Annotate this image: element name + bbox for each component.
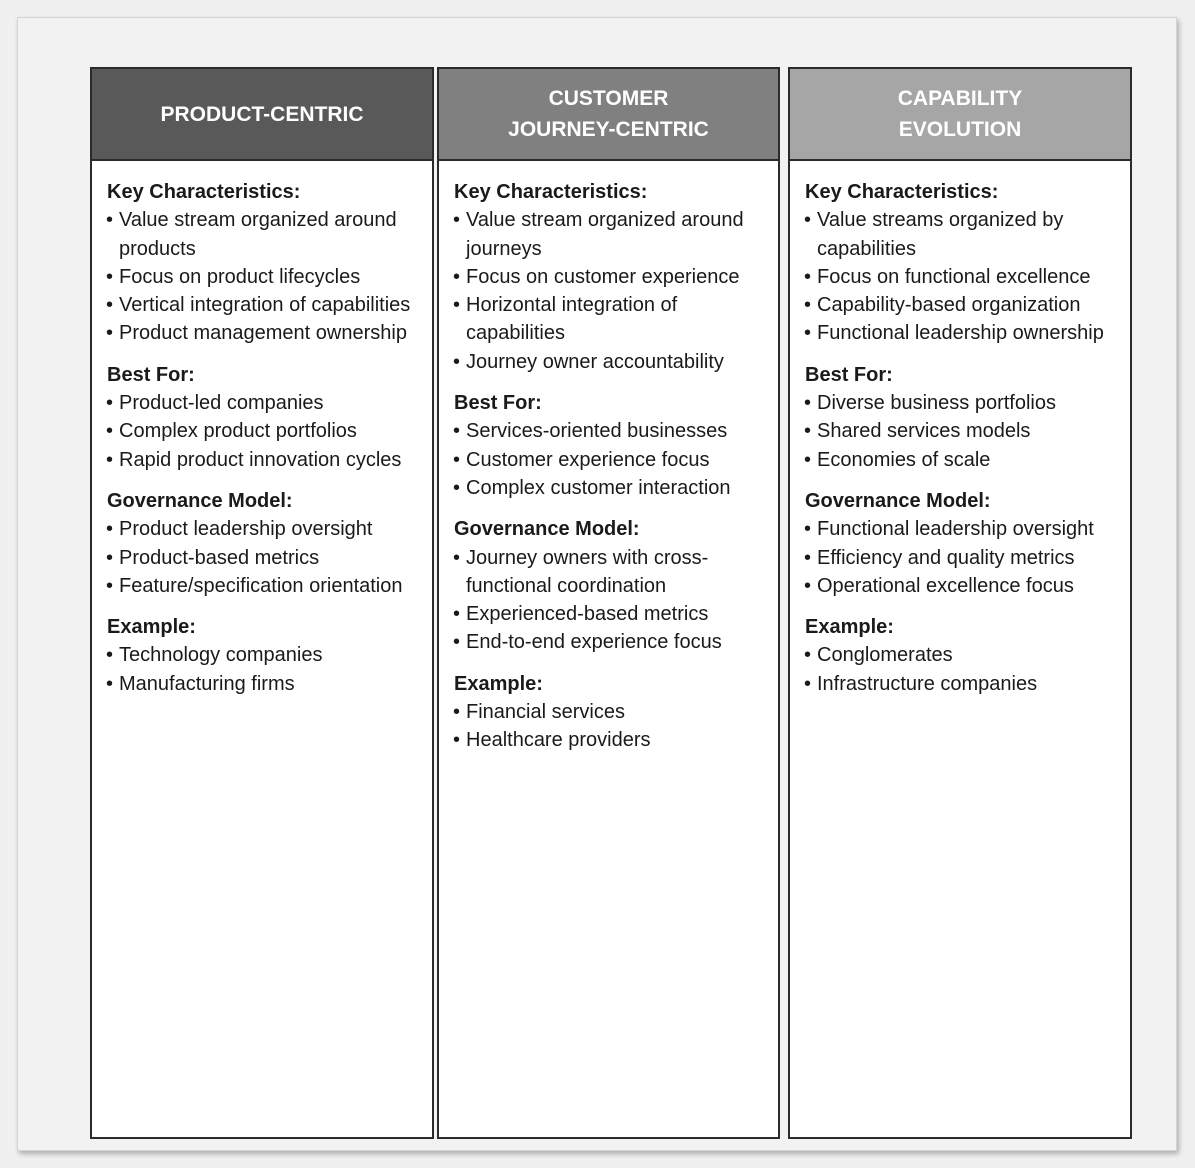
bullet-item: • Value stream organized around products <box>107 206 424 263</box>
bullet-item: • Technology companies <box>107 641 424 669</box>
section <box>805 487 1122 600</box>
column-header <box>439 69 778 161</box>
bullet-item: • Journey owners with cross-functional coordination <box>454 544 770 601</box>
bullet-item: • Journey owner accountability <box>454 348 770 376</box>
section <box>107 361 424 474</box>
column-header <box>92 69 432 161</box>
bullet-item: • Product-based metrics <box>107 544 424 572</box>
bullet-item: • Product management ownership <box>107 319 424 347</box>
column-body <box>439 161 778 755</box>
bullet-item: • Healthcare providers <box>454 726 770 754</box>
bullet-list <box>454 417 770 502</box>
section-heading: Best For: <box>107 363 195 386</box>
bullet-item: • Rapid product innovation cycles <box>107 446 424 474</box>
section <box>454 178 770 376</box>
bullet-list <box>805 641 1122 698</box>
bullet-item: • Horizontal integration of capabilities <box>454 291 770 348</box>
section-heading: Key Characteristics: <box>805 181 999 203</box>
bullet-item: • Infrastructure companies <box>805 670 1122 698</box>
bullet-item: • Economies of scale <box>805 446 1122 474</box>
section <box>107 487 424 600</box>
bullet-item: • Complex product portfolios <box>107 417 424 445</box>
bullet-item: • Operational excellence focus <box>805 572 1122 600</box>
bullet-list <box>805 389 1122 474</box>
bullet-item: • Manufacturing firms <box>107 670 424 698</box>
column-title: CAPABILITY EVOLUTION <box>897 87 1023 141</box>
bullet-item: • Financial services <box>454 698 770 726</box>
column-body <box>92 161 432 698</box>
bullet-item: • Services-oriented businesses <box>454 417 770 445</box>
bullet-list <box>454 698 770 755</box>
bullet-item: • Focus on product lifecycles <box>107 263 424 291</box>
bullet-item: • Experienced-based metrics <box>454 600 770 628</box>
bullet-item: • Customer experience focus <box>454 446 770 474</box>
bullet-item: • Focus on functional excellence <box>805 263 1122 291</box>
bullet-item: • Focus on customer experience <box>454 263 770 291</box>
column-title: CUSTOMER JOURNEY-CENTRIC <box>508 87 709 141</box>
bullet-item: • Functional leadership ownership <box>805 319 1122 347</box>
section-heading: Example: <box>107 616 196 639</box>
section <box>454 389 770 502</box>
section-heading: Key Characteristics: <box>107 181 301 203</box>
bullet-list <box>454 206 770 376</box>
bullet-item: • Functional leadership oversight <box>805 515 1122 543</box>
section <box>454 515 770 656</box>
section-heading: Key Characteristics: <box>454 181 648 203</box>
section-heading: Best For: <box>805 363 893 386</box>
bullet-list <box>107 389 424 474</box>
section <box>107 178 424 348</box>
bullet-list <box>107 641 424 698</box>
bullet-item: • Product leadership oversight <box>107 515 424 543</box>
column-customer-journey-centric <box>437 67 780 1139</box>
bullet-list <box>107 206 424 347</box>
section-heading: Governance Model: <box>454 518 640 541</box>
bullet-item: • Shared services models <box>805 417 1122 445</box>
section-heading: Example: <box>454 672 543 695</box>
bullet-item: • Value stream organized around journeys <box>454 206 770 263</box>
column-header <box>790 69 1130 161</box>
bullet-list <box>107 515 424 600</box>
bullet-item: • Capability-based organization <box>805 291 1122 319</box>
bullet-list <box>454 544 770 657</box>
bullet-item: • Complex customer interaction <box>454 474 770 502</box>
bullet-item: • Efficiency and quality metrics <box>805 544 1122 572</box>
column-body <box>790 161 1130 698</box>
section <box>805 178 1122 348</box>
bullet-list <box>805 206 1122 347</box>
bullet-item: • End-to-end experience focus <box>454 628 770 656</box>
bullet-item: • Vertical integration of capabilities <box>107 291 424 319</box>
section-heading: Example: <box>805 616 894 639</box>
section <box>805 613 1122 698</box>
section-heading: Best For: <box>454 392 542 415</box>
section-heading: Governance Model: <box>805 489 991 512</box>
column-product-centric <box>90 67 434 1139</box>
section <box>107 613 424 698</box>
bullet-item: • Value streams organized by capabilities <box>805 206 1122 263</box>
section-heading: Governance Model: <box>107 489 293 512</box>
bullet-item: • Feature/specification orientation <box>107 572 424 600</box>
bullet-list <box>805 515 1122 600</box>
section <box>805 361 1122 474</box>
bullet-item: • Diverse business portfolios <box>805 389 1122 417</box>
bullet-item: • Product-led companies <box>107 389 424 417</box>
column-capability-evolution <box>788 67 1132 1139</box>
bullet-item: • Conglomerates <box>805 641 1122 669</box>
column-title: PRODUCT-CENTRIC <box>160 102 364 126</box>
diagram-frame <box>17 17 1177 1151</box>
section <box>454 670 770 755</box>
